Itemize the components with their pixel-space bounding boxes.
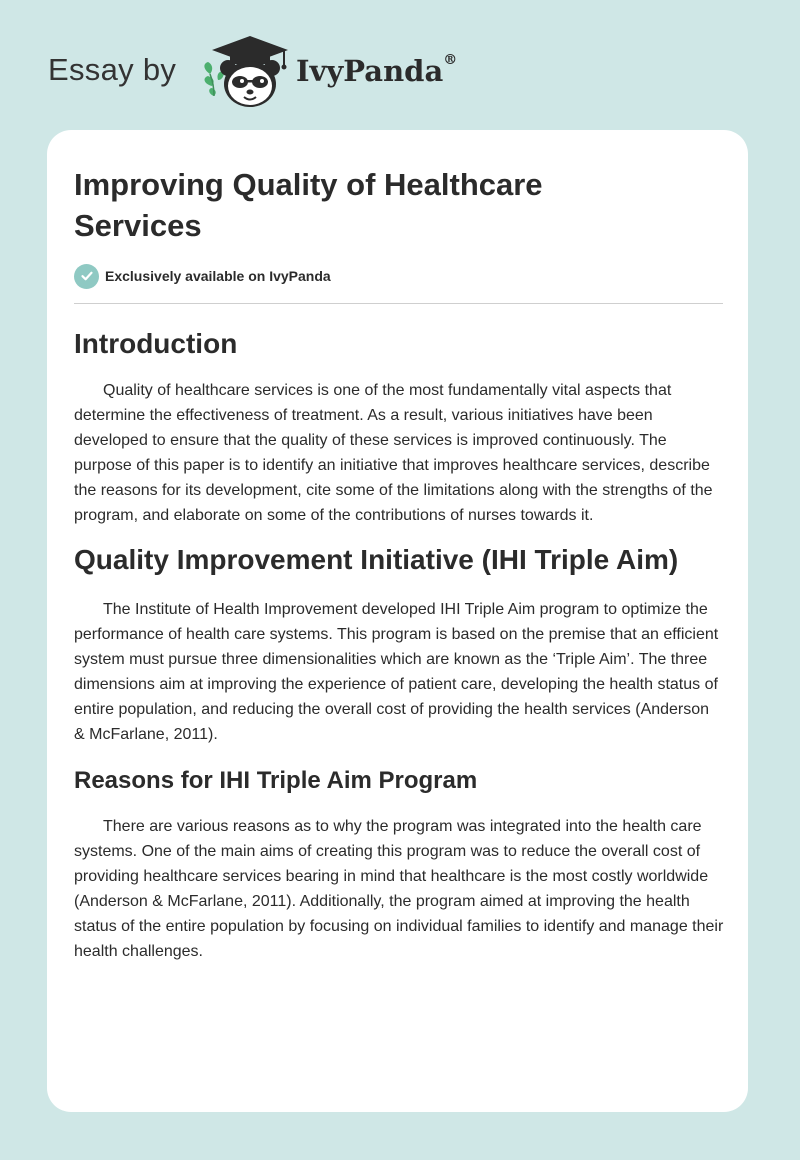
registered-mark: ®	[443, 52, 458, 68]
section-paragraph-quality-initiative: The Institute of Health Improvement developed IHI Triple Aim program to optimize the performance of health care systems. This program is based on the premise that an efficient system must pursue three dimensionalities which are known as the ‘Triple Aim’. The three dimensions aim at improving the experience of patient care, developing the health status of entire population, and reducing the overall cost of providing the health services (Anderson & McFarlane, 2011).	[74, 601, 719, 743]
divider	[74, 303, 723, 304]
essay-card	[47, 130, 748, 1112]
site-header	[0, 0, 800, 130]
section-heading-introduction: Introduction	[74, 328, 238, 359]
panda-graduate-icon[interactable]	[200, 34, 300, 110]
brand-label: IvyPanda	[296, 54, 444, 88]
brand-name[interactable]	[296, 54, 457, 88]
essay-by-label: Essay by	[48, 52, 177, 87]
badge-label: Exclusively available on IvyPanda	[105, 268, 331, 284]
section-paragraph-introduction: Quality of healthcare services is one of the most fundamentally vital aspects that determine the effectiveness of treatment. As a result, various initiatives have been developed to ensure that the quality of these services is improved continuously. The purpose of this paper is to identify an initiative that improves healthcare services, describe the reasons for its development, cite some of the limitations along with the strengths of the program, and elaborate on some of the contributions of nurses towards it.	[74, 382, 713, 524]
section-heading-quality-initiative: Quality Improvement Initiative (IHI Triple Aim)	[74, 544, 679, 575]
section-paragraph-reasons: There are various reasons as to why the program was integrated into the health care systems. One of the main aims of creating this program was to reduce the overall cost of providing healthcare services bearing in mind that healthcare is the most costly worldwide (Anderson & McFarlane, 2011). Additionally, the program aimed at improving the health status of the entire population by focusing on individual families to identify and manage their health challenges.	[74, 818, 724, 960]
section-heading-reasons: Reasons for IHI Triple Aim Program	[74, 767, 478, 794]
article-body	[74, 326, 724, 964]
exclusive-badge	[74, 263, 331, 289]
page-title: Improving Quality of Healthcare Services	[74, 167, 543, 243]
check-circle-icon	[74, 264, 99, 289]
